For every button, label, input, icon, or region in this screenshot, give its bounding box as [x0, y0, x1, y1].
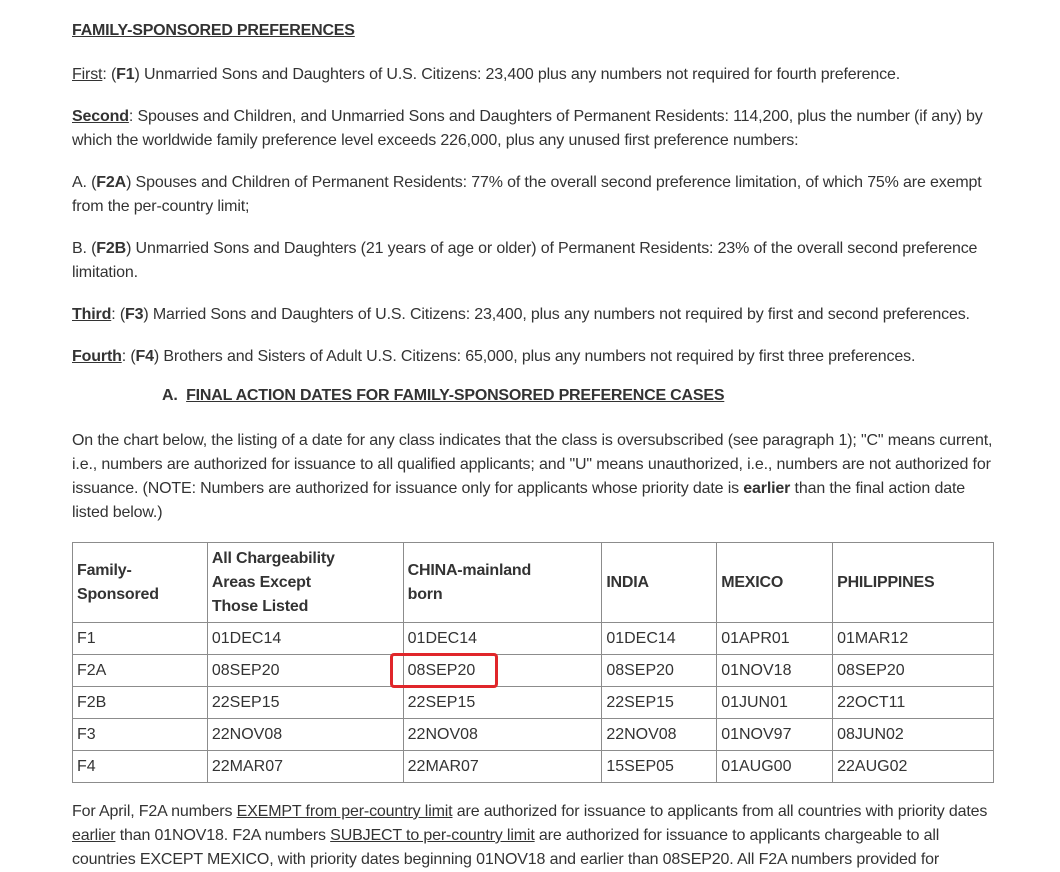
first-text: ) Unmarried Sons and Daughters of U.S. Citizens: 23,400 plus any numbers not required for fourth preference. — [134, 66, 901, 83]
table-row — [73, 751, 994, 783]
table-cell: 08SEP20 — [207, 655, 403, 687]
table-header-row — [73, 543, 994, 623]
f2b-text: ) Unmarried Sons and Daughters (21 years of age or older) of Permanent Residents: 23% of the overall second preference limitation. — [72, 240, 978, 281]
table-cell: 22MAR07 — [207, 751, 403, 783]
chart-note-earlier: earlier — [743, 480, 791, 497]
fourth-code: F4 — [135, 348, 154, 365]
table-header-cell: PHILIPPINES — [833, 543, 994, 623]
table-cell: 08SEP20 — [602, 655, 717, 687]
table-cell: F2A — [73, 655, 208, 687]
paragraph-first: First: (F1) Unmarried Sons and Daughters of U.S. Citizens: 23,400 plus any numbers not required for fourth preference. — [72, 66, 901, 83]
third-label: Third — [72, 306, 112, 323]
subheading-final-action — [162, 387, 724, 405]
table-header-cell: CHINA-mainland born — [403, 543, 602, 623]
f2a-code: F2A — [96, 174, 127, 191]
table-cell: 01JUN01 — [717, 687, 833, 719]
table-cell: 08SEP20 — [833, 655, 994, 687]
table-cell: 01DEC14 — [602, 623, 717, 655]
table-row — [73, 655, 994, 687]
first-label: First — [72, 66, 103, 83]
table-cell: 01APR01 — [717, 623, 833, 655]
table-cell: F4 — [73, 751, 208, 783]
table-cell: 01NOV18 — [717, 655, 833, 687]
table-row — [73, 687, 994, 719]
table-cell: 22NOV08 — [602, 719, 717, 751]
paragraph-third: Third: (F3) Married Sons and Daughters of U.S. Citizens: 23,400, plus any numbers not required by first and second preferences. — [72, 306, 970, 323]
final-action-dates-table — [72, 542, 994, 783]
table-cell: 22MAR07 — [403, 751, 602, 783]
table-row — [73, 719, 994, 751]
table-header-cell: All Chargeability Areas Except Those Listed — [207, 543, 403, 623]
highlight-box — [390, 653, 498, 688]
table-cell: 22OCT11 — [833, 687, 994, 719]
section-heading: FAMILY-SPONSORED PREFERENCES — [72, 22, 355, 39]
link-exempt[interactable]: EXEMPT from per-country limit — [236, 803, 453, 820]
table-header-cell: INDIA — [602, 543, 717, 623]
table-body — [73, 623, 994, 783]
table-row — [73, 623, 994, 655]
table-cell: F1 — [73, 623, 208, 655]
table-cell: 22AUG02 — [833, 751, 994, 783]
table-cell: 22SEP15 — [207, 687, 403, 719]
first-code: F1 — [116, 66, 135, 83]
table-cell: 08JUN02 — [833, 719, 994, 751]
f2a-text: ) Spouses and Children of Permanent Residents: 77% of the overall second preference limitation, of which 75% are exempt from the per-country limit; — [72, 174, 982, 215]
paragraph-f2b: B. (F2B) Unmarried Sons and Daughters (21 years of age or older) of Permanent Residents: 23% of the overall second preference limitation. — [72, 240, 978, 281]
table-cell: 01DEC14 — [403, 623, 602, 655]
subheading-letter: A. — [162, 387, 178, 404]
third-code: F3 — [125, 306, 144, 323]
paragraph-fourth: Fourth: (F4) Brothers and Sisters of Adult U.S. Citizens: 65,000, plus any numbers not required by first three preferences. — [72, 348, 916, 365]
table-cell: 22SEP15 — [602, 687, 717, 719]
subheading-title: FINAL ACTION DATES FOR FAMILY-SPONSORED PREFERENCE CASES — [186, 387, 725, 404]
table-cell: 22NOV08 — [403, 719, 602, 751]
table-cell: 22NOV08 — [207, 719, 403, 751]
table-cell: 22SEP15 — [403, 687, 602, 719]
table-cell: F2B — [73, 687, 208, 719]
second-label: Second — [72, 108, 129, 125]
footnote-paragraph: For April, F2A numbers EXEMPT from per-country limit are authorized for issuance to applicants from all countries with priority dates earlier than 01NOV18. F2A numbers SUBJECT to per-country limit are authorized for issuance to applicants chargeable to all countries EXCEPT MEXICO, with priority dates beginning 01NOV18 and earlier than 08SEP20. All F2A numbers provided for — [72, 803, 988, 868]
paragraph-second — [72, 105, 994, 153]
fourth-label: Fourth — [72, 348, 122, 365]
link-earlier[interactable]: earlier — [72, 827, 116, 844]
f2b-code: F2B — [96, 240, 127, 257]
table-header-cell: Family- Sponsored — [73, 543, 208, 623]
second-text: : Spouses and Children, and Unmarried Sons and Daughters of Permanent Residents: 114,200, plus the number (if any) by which the worldwide family preference level exceeds 226,000, plus any unused first preference numbers: — [72, 108, 983, 149]
table-cell: 01NOV97 — [717, 719, 833, 751]
fourth-text: ) Brothers and Sisters of Adult U.S. Citizens: 65,000, plus any numbers not required by first three preferences. — [153, 348, 916, 365]
table-header-cell: MEXICO — [717, 543, 833, 623]
link-subject[interactable]: SUBJECT to per-country limit — [330, 827, 535, 844]
table-cell: 15SEP05 — [602, 751, 717, 783]
table-cell: 01MAR12 — [833, 623, 994, 655]
paragraph-f2a: A. (F2A) Spouses and Children of Permanent Residents: 77% of the overall second preference limitation, of which 75% are exempt from the per-country limit; — [72, 174, 982, 215]
table-cell: F3 — [73, 719, 208, 751]
table-cell: 01AUG00 — [717, 751, 833, 783]
chart-note: On the chart below, the listing of a date for any class indicates that the class is oversubscribed (see paragraph 1); "C" means current, i.e., numbers are authorized for issuance to all qualified applicants; and "U" means unauthorized, i.e., numbers are not authorized for issuance. (NOTE: Numbers are authorized for issuance only for applicants whose priority date is earlier than the final action date listed below.) — [72, 432, 993, 521]
table-cell: 01DEC14 — [207, 623, 403, 655]
table-cell: 08SEP20 — [403, 655, 602, 687]
third-text: ) Married Sons and Daughters of U.S. Citizens: 23,400, plus any numbers not required by first and second preferences. — [143, 306, 970, 323]
